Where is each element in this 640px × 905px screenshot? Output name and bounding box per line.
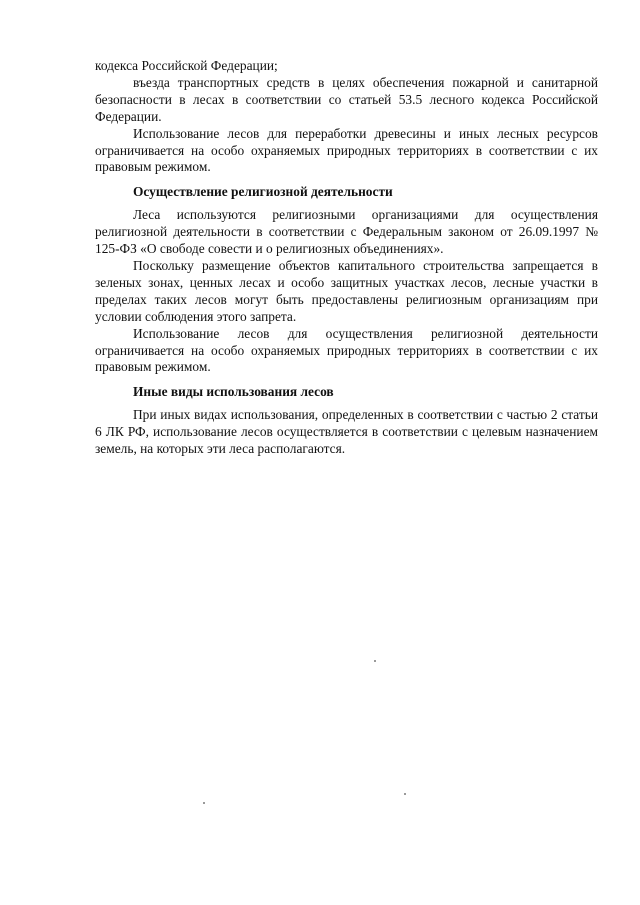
scan-speck — [404, 793, 406, 795]
scan-speck — [203, 802, 205, 804]
heading-religious-activity: Осуществление религиозной деятельности — [133, 184, 393, 200]
scan-speck — [374, 660, 376, 662]
paragraph-vehicle-entry: въезда транспортных средств в целях обеспечения пожарной и санитарной безопасности в лесах в соответствии со статьей 53.5 лесного кодекса Российской Федерации. — [95, 74, 598, 124]
heading-other-uses: Иные виды использования лесов — [133, 384, 334, 400]
document-body — [95, 58, 598, 458]
paragraph-religious-1: Леса используются религиозными организациями для осуществления религиозной деятельности в соответствии с Федеральным законом от 26.09.1997 № 125-ФЗ «О свободе совести и о религиозных объединениях». — [95, 207, 598, 257]
paragraph-wood-processing: Использование лесов для переработки древесины и иных лесных ресурсов ограничивается на особо охраняемых природных территориях в соответствии с их правовым режимом. — [95, 125, 598, 175]
paragraph-other-uses: При иных видах использования, определенных в соответствии с частью 2 статьи 6 ЛК РФ, использование лесов осуществляется в соответствии с целевым назначением земель, на которых эти леса располагаются. — [95, 407, 598, 457]
paragraph-religious-3: Использование лесов для осуществления религиозной деятельности ограничивается на особо охраняемых природных территориях в соответствии с их правовым режимом. — [95, 325, 598, 375]
paragraph-continuation: кодекса Российской Федерации; — [95, 58, 278, 73]
paragraph-religious-2: Поскольку размещение объектов капитального строительства запрещается в зеленых зонах, ценных лесах и особо защитных участках лесов, лесные участки в пределах таких лесов могут быть предоставлены религиозным организациям при условии соблюдения этого запрета. — [95, 257, 598, 324]
